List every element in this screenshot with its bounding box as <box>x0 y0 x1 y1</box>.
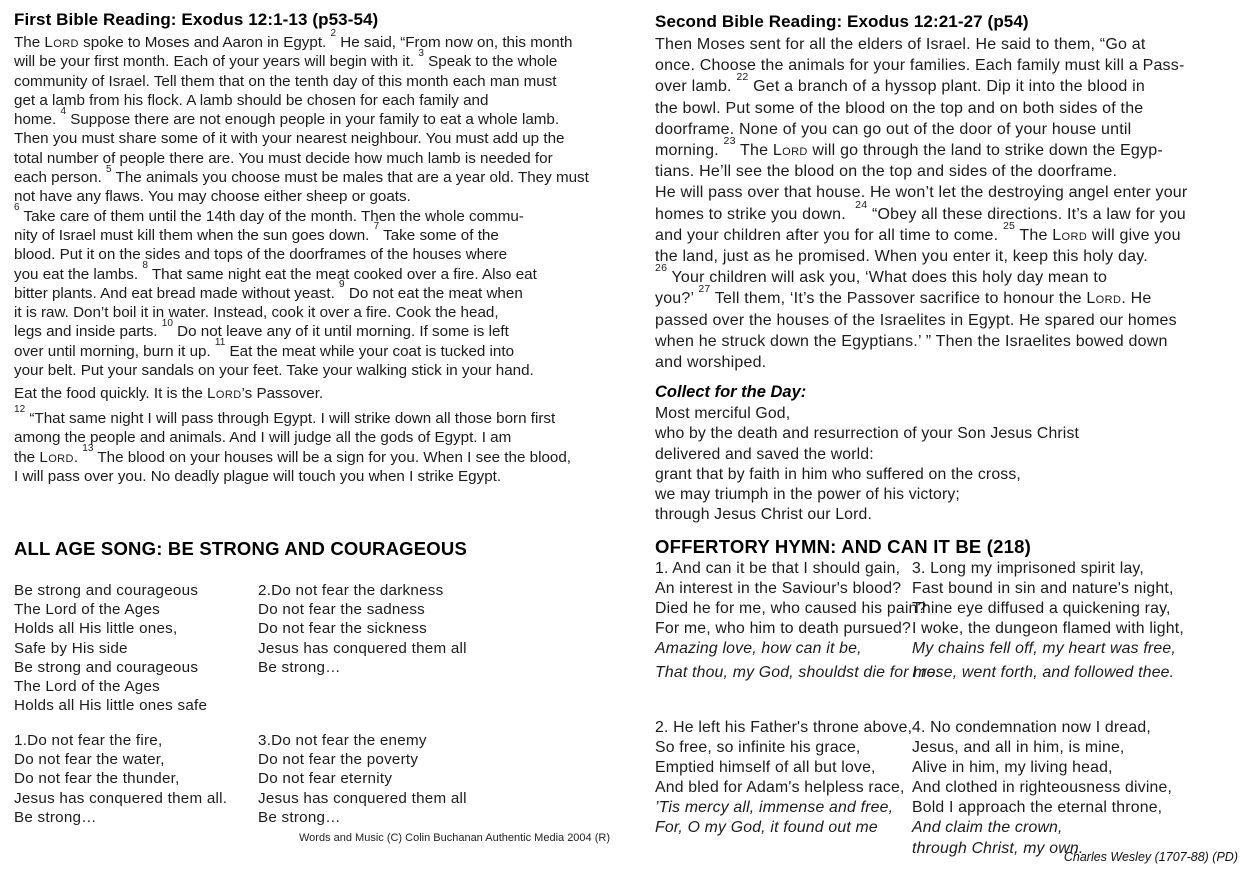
hymn-author-credit: Charles Wesley (1707-88) (PD) <box>1063 850 1238 864</box>
first-reading-passover-line: Eat the food quickly. It is the Lord’s Passover. <box>14 385 324 402</box>
first-reading-heading: First Bible Reading: Exodus 12:1-13 (p53-54) <box>14 10 379 29</box>
all-age-song-heading: ALL AGE SONG: BE STRONG AND COURAGEOUS <box>14 538 467 559</box>
song-chorus: Be strong and courageous The Lord of the Ages Holds all His little ones, Safe by His side Be strong and courageous The Lord of the Ages Holds all His little ones safe <box>14 582 208 715</box>
hymn-verse-4: 4. No condemnation now I dread, Jesus, and all in him, is mine, Alive in him, my living head, And clothed in righteousness divine, Bold I approach the eternal throne, And claim the crown, through Christ, my own. <box>912 719 1173 857</box>
hymn-verse-2: 2. He left his Father's throne above, So free, so infinite his grace, Emptied himself of all but love, And bled for Adam's helpless race, ’Tis mercy all, immense and free, For, O my God, it found out me <box>655 719 913 837</box>
song-verse-1: 1.Do not fear the fire, Do not fear the water, Do not fear the thunder, Jesus has conquered them all. Be strong… <box>14 732 228 826</box>
song-copyright: Words and Music (C) Colin Buchanan Authentic Media 2004 (R) <box>298 832 610 844</box>
second-reading-body: Then Moses sent for all the elders of Israel. He said to them, “Go at once. Choose the animals for your families. Each family must kill a Pass- over lamb. $^{22}$ Get a branch of a hyssop plant. Dip it into the blood in the bowl. Put some of the blood on the top and on both sides of the doorframe. None of you can go out of the door of your house until morning. $^{23}$ The Lord will go through the land to strike down the Egyp- tians. He’ll see the blood on the top and sides of the doorframe. He will pass over that house. He won’t let the destroying angel enter your homes to strike you down. $^{24}$ “Obey all these directions. It’s a law for you and your children after you for all time to come. $^{25}$ The Lord will give you the land, just as he promised. When you enter it, keep this holy day. $^{26}$ Your children will ask you, ‘What does this holy day mean to you?’ $^{27}$ Tell them, ‘It’s the Passover sacrifice to honour the Lord. He passed over the houses of the Israelites in Egypt. He spared our homes when he struck down the Egyptians.’ ” Then the Israelites bowed down and worshiped. <box>655 36 1188 372</box>
hymn-verse-1: 1. And can it be that I should gain, An interest in the Saviour's blood? Died he for me, who caused his pain? For me, who him to death pursued? Amazing love, how can it be, That thou, my God, shouldst die for me. <box>655 560 941 682</box>
second-reading-heading: Second Bible Reading: Exodus 12:21-27 (p54) <box>655 12 1029 31</box>
collect-body: Most merciful God, who by the death and resurrection of your Son Jesus Christ delivered and saved the world: grant that by faith in him who suffered on the cross, we may triumph in the power of his victory; through Jesus Christ our Lord. <box>655 405 1080 524</box>
first-reading-body: The Lord spoke to Moses and Aaron in Egypt. $^2$ He said, “From now on, this month will be your first month. Each of your years will begin with it. $^3$ Speak to the whole community of Israel. Tell them that on the tenth day of this month each man must get a lamb from his flock. A lamb should be chosen for each family and home. $^4$ Suppose there are not enough people in your family to eat a whole lamb. Then you must share some of it with your nearest neighbour. You must add up the total number of people there are. You must decide how much lamb is needed for each person. $^5$ The animals you choose must be males that are a year old. They must not have any flaws. You may choose either sheep or goats. $^6$ Take care of them until the 14th day of the month. Then the whole commu- nity of Israel must kill them when the sun goes down. $^7$ Take some of the blood. Put it on the sides and tops of the doorframes of the houses where you eat the lambs. $^8$ That same night eat the meat cooked over a fire. Also eat bitter plants. And eat bread made without yeast. $^9$ Do not eat the meat when it is raw. Don’t boil it in water. Instead, cook it over a fire. Cook the head, legs and inside parts. $^{10}$ Do not leave any of it until morning. If some is left over until morning, burn it up. $^{11}$ Eat the meat while your coat is tucked into your belt. Put your sandals on your feet. Take your walking stick in your hand. <box>14 28 589 380</box>
collect-heading: Collect for the Day: <box>655 383 807 401</box>
offertory-hymn-heading: OFFERTORY HYMN: AND CAN IT BE (218) <box>655 536 1031 557</box>
song-verse-3: 3.Do not fear the enemy Do not fear the poverty Do not fear eternity Jesus has conquered them all Be strong… <box>258 732 467 826</box>
hymn-verse-3: 3. Long my imprisoned spirit lay, Fast bound in sin and nature's night, Thine eye diffused a quickening ray, I woke, the dungeon flamed with light, My chains fell off, my heart was free, I rose, went forth, and followed thee. <box>912 560 1184 682</box>
first-reading-paragraph-2: $^{12}$ “That same night I will pass through Egypt. I will strike down all those born first among the people and animals. And I will judge all the gods of Egypt. I am the Lord. $^{13}$ The blood on your houses will be a sign for you. When I see the blood, I will pass over you. No deadly plague will touch you when I strike Egypt. <box>14 404 572 485</box>
song-verse-2: 2.Do not fear the darkness Do not fear the sadness Do not fear the sickness Jesus has conquered them all Be strong… <box>258 582 467 676</box>
